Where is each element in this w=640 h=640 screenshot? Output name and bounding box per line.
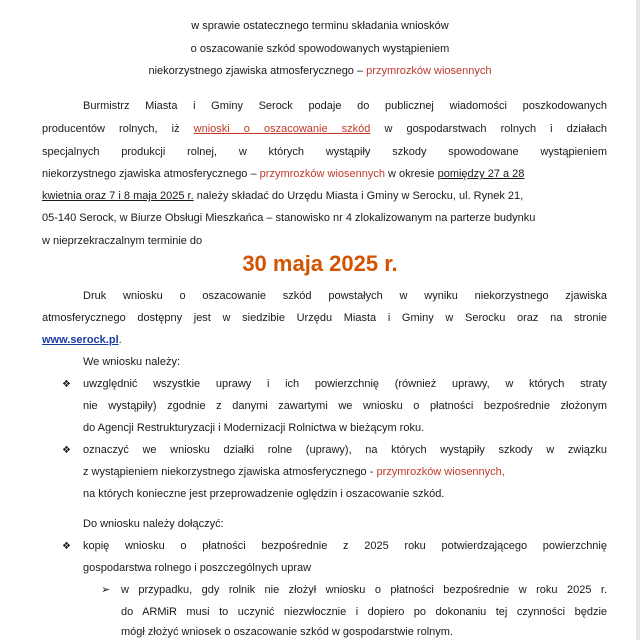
header-highlight: przymrozków wiosennych [366,65,492,77]
p1-line-2-c: w gospodarstwach rolnych i działach [370,123,608,135]
p1-highlight-przymrozki: przymrozków wiosennych [259,168,385,180]
s2-subitem-line-1: w przypadku, gdy rolnik nie złożył wniosku o płatności bezpośrednie w roku 2025 r. [121,584,607,596]
p1-line-4-c: w okresie [385,168,438,180]
header-line-3-text: niekorzystnego zjawiska atmosferycznego – [148,65,367,77]
p2-line-1: Druk wniosku o oszacowanie szkód powstałych w wyniku niekorzystnego zjawiska [83,290,607,302]
s1-item2-line-2 [83,466,607,479]
p1-line-2 [42,123,607,136]
s1-item2-line-2-a: z wystąpieniem niekorzystnego zjawiska atmosferycznego - [83,466,377,478]
p2-line-3-end: . [118,334,122,346]
s1-item1-line-3: do Agencji Restrukturyzacji i Modernizacji Rolnictwa w bieżącym roku. [83,422,425,434]
p1-line-2-a: producentów rolnych, iż [42,123,194,135]
header-line-3 [0,65,640,78]
diamond-bullet-icon: ❖ [62,379,71,390]
p2-line-3 [42,334,122,347]
p1-line-5-b: należy składać do Urzędu Miasta i Gminy w Serocku, ul. Rynek 21, [193,190,524,202]
section1-heading: We wniosku należy: [83,356,181,368]
s2-item-line-2: gospodarstwa rolnego i poszczególnych upraw [83,562,312,574]
p1-line-4-a: niekorzystnego zjawiska atmosferycznego – [42,168,260,180]
s1-item2-line-1: oznaczyć we wniosku działki rolne (uprawy), na których wystąpiły szkody w związku [83,444,607,456]
deadline-date: 30 maja 2025 r. [242,251,398,276]
p1-highlight-wnioski: wnioski o oszacowanie szkód [193,123,371,135]
p1-line-4 [42,168,607,181]
header-line-1: w sprawie ostatecznego terminu składania wniosków [191,20,449,32]
arrow-right-outline-icon: ➢ [101,584,111,596]
p1-date-range-b: kwietnia oraz 7 i 8 maja 2025 r. [42,190,194,202]
header-line-2: o oszacowanie szkód spowodowanych wystąpieniem [190,43,450,55]
s1-item2-line-3: na których konieczne jest przeprowadzenie oględzin i oszacowanie szkód. [83,488,445,500]
p1-line-7: w nieprzekraczalnym terminie do [42,235,203,247]
s1-highlight-przymrozki: przymrozków wiosennych, [376,466,505,478]
s2-item-line-1: kopię wniosku o płatności bezpośrednie z 2025 roku potwierdzającego powierzchnię [83,540,607,552]
s2-subitem-line-2: do ARMiR musi to uczynić niezwłocznie i dopiero po dokonaniu tej czynności będzie [121,606,607,618]
diamond-bullet-icon: ❖ [62,445,71,456]
p1-line-5 [42,190,607,203]
p1-line-3: specjalnych produkcji rolnej, w których wystąpiły szkody spowodowane wystąpieniem [42,146,607,158]
p2-line-2: atmosferycznego dostępny jest w siedzibie Urzędu Miasta i Gminy w Serocku oraz na stronie [42,312,607,324]
scan-edge [636,0,640,640]
p1-line-1: Burmistrz Miasta i Gminy Serock podaje do publicznej wiadomości poszkodowanych [83,100,607,112]
p1-line-6: 05-140 Serock, w Biurze Obsługi Mieszkańca – stanowisko nr 4 zlokalizowanym na parterze budynku [42,212,536,224]
p1-date-range-a: pomiędzy 27 a 28 [437,168,525,180]
s2-subitem-line-3: mógł złożyć wniosek o oszacowanie szkód w gospodarstwie rolnym. [121,626,453,638]
s1-item1-line-1: uwzględnić wszystkie uprawy i ich powierzchnię (również uprawy, w których straty [83,378,607,390]
diamond-bullet-icon: ❖ [62,541,71,552]
section2-heading: Do wniosku należy dołączyć: [83,518,224,530]
website-link[interactable]: www.serock.pl [42,334,119,346]
s1-item1-line-2: nie wystąpiły) zgodnie z danymi zawartymi we wniosku o płatności bezpośrednie złożonym [83,400,607,412]
